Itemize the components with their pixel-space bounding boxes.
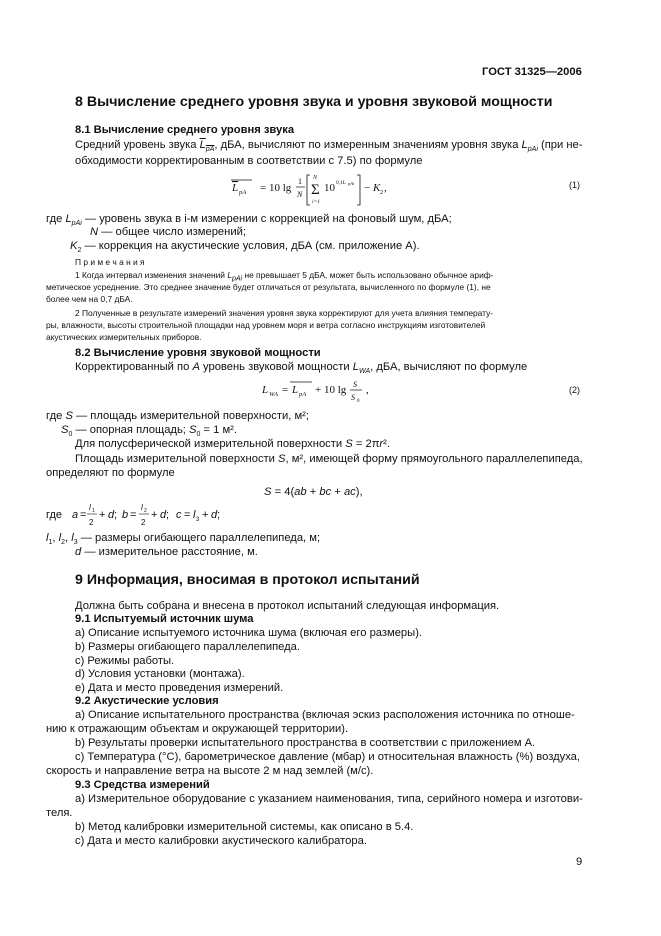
subsection-9-1-title: 9.1 Испытуемый источник шума: [75, 613, 254, 625]
subsection-8-1-title: [75, 124, 294, 136]
item-9-2-c-line1: c) Температура (°С), барометрическое давление (мбар) и относительная влажность (%) воздуха,: [75, 751, 581, 763]
svg-text:2: 2: [380, 189, 384, 196]
where-s: где S — площадь измерительной поверхности, м²;: [46, 410, 309, 422]
text: уровень звуковой мощности: [203, 361, 350, 373]
equation-number-2: (2): [569, 385, 580, 395]
svg-text:=: =: [80, 509, 87, 521]
text: Площадь измерительной поверхности: [75, 453, 275, 465]
text: — уровень звука в i-м измерении с коррекцией на фоновый шум, дБА;: [84, 213, 452, 225]
note-2-line3: акустических измерительных приборов.: [46, 332, 202, 342]
item-9-1-c: c) Режимы работы.: [75, 655, 175, 667]
item-9-3-b: b) Метод калибровки измерительной системы, как описано в 5.4.: [75, 821, 414, 833]
item-9-3-a-line2: теля.: [46, 807, 73, 819]
formula-3: S = 4(ab + bc + ac),: [264, 486, 363, 498]
text: — площадь измерительной поверхности, м²;: [76, 410, 309, 422]
box-area-line1: Площадь измерительной поверхности S, м², имеющей форму прямоугольного параллелепипеда,: [75, 453, 583, 465]
svg-text:3: 3: [196, 517, 200, 523]
svg-text:L: L: [262, 384, 269, 396]
text: , м², имеющей форму прямоугольного параллелепипеда,: [285, 453, 583, 465]
where-lpai: где $L_{pAi}$ — уровень звука в i-м измерении с коррекцией на фоновый шум, дБА;: [46, 213, 452, 228]
svg-text:WA: WA: [269, 391, 278, 398]
text: , дБА, вычисляют по измеренным значениям уровня звука: [214, 139, 519, 151]
svg-text:= 10 lg: = 10 lg: [260, 182, 292, 194]
item-9-1-b: b) Размеры огибающего параллелепипеда.: [75, 641, 301, 653]
svg-text:=: =: [184, 509, 191, 521]
item-9-1-a: a) Описание испытуемого источника шума (включая его размеры).: [75, 627, 423, 639]
note-1-line1: 1 Когда интервал изменения значений $L_{pAi}$ не превышает 5 дБА, может быть использовано обычное ариф-: [75, 270, 494, 283]
document-id: ГОСТ 31325—2006: [482, 66, 582, 78]
notes-title: П р и м е ч а н и я: [75, 257, 145, 267]
text: Средний уровень звука: [75, 139, 197, 151]
svg-text:pA: pA: [299, 391, 307, 398]
item-9-3-a-line1: a) Измерительное оборудование с указанием наименования, типа, серийного номера и изготови-: [75, 793, 583, 805]
where-k2: $K_2$ — коррекция на акустические условия, дБА (см. приложение А).: [70, 240, 420, 255]
subsection-9-2-title: 9.2 Акустические условия: [75, 695, 219, 707]
svg-text:d: d: [108, 509, 115, 521]
svg-text:где: где: [46, 509, 63, 521]
svg-text:2: 2: [89, 518, 94, 527]
text: — опорная площадь;: [75, 424, 186, 436]
svg-text:c: c: [176, 509, 182, 521]
svg-text:;: ;: [114, 509, 118, 521]
subsection-9-3-title: 9.3 Средства измерений: [75, 779, 210, 791]
text: — измерительное расстояние, м.: [84, 546, 258, 558]
item-9-1-e: e) Дата и место проведения измерений.: [75, 682, 284, 694]
box-area-line2: определяют по формуле: [46, 467, 175, 479]
svg-text:l: l: [141, 503, 143, 512]
symbol-lpa-avg: $L_{pA}$: [199, 139, 215, 154]
where-dims: $l_1$, $l_2$, $l_3$ — размеры огибающего параллелепипеда, м;: [46, 532, 321, 547]
symbol-lpai: $L_{pAi}$: [521, 139, 538, 154]
svg-text:Σ: Σ: [311, 182, 320, 198]
svg-text:b: b: [122, 509, 129, 521]
svg-text:;: ;: [217, 509, 221, 521]
text: Для полусферической измерительной поверхности: [75, 438, 343, 450]
svg-text:+: +: [99, 509, 106, 521]
formula-abc: [46, 499, 246, 531]
paragraph-8-1-line2: обходимости корректированным в соответствии с 7.5) по формуле: [75, 155, 423, 167]
svg-text:K: K: [373, 182, 381, 194]
item-9-2-a-line1: а) Описание испытательного пространства (включая эскиз расположения источника по отноше-: [75, 709, 575, 721]
text: Корректированный по: [75, 361, 190, 373]
svg-text:2: 2: [141, 518, 146, 527]
text: — размеры огибающего параллелепипеда, м;: [80, 532, 321, 544]
svg-text:;: ;: [166, 509, 170, 521]
where-s0: $S_0$ — опорная площадь; $S_0 = 1$ м².: [61, 424, 237, 439]
text: = 1 м².: [203, 424, 237, 436]
text: 1 Когда интервал изменения значений: [75, 270, 225, 280]
svg-text:S: S: [353, 380, 357, 389]
equation-number-1: (1): [569, 180, 580, 190]
svg-text:d: d: [160, 509, 167, 521]
subsection-8-1-title-text: 8.1 Вычисление среднего уровня звука: [75, 124, 295, 136]
hemisphere-area: Для полусферической измерительной поверхности S = 2πr².: [75, 438, 390, 450]
item-9-2-a-line2: нию к отражающим объектам и окружающей территории).: [46, 723, 349, 735]
svg-text:0,1L: 0,1L: [336, 180, 347, 186]
svg-text:,: ,: [366, 384, 369, 396]
where-n: N — общее число измерений;: [90, 226, 246, 238]
svg-text:N: N: [297, 190, 303, 199]
svg-text:1: 1: [298, 177, 302, 186]
note-2-line2: ры, влажности, высоты строительной площадки над уровнем моря и ветра согласно инструкциям изготовителей: [46, 320, 486, 330]
item-9-2-c-line2: скорость и направление ветра на высоте 2 м над землей (м/с).: [46, 765, 374, 777]
svg-text:d: d: [211, 509, 218, 521]
note-1-line2: метическое усреднение. Это среднее значение будет отличаться от результата, вычисленного по формуле (1), не: [46, 282, 491, 292]
svg-text:,: ,: [384, 182, 387, 194]
page-number: 9: [576, 856, 583, 868]
item-9-3-c: c) Дата и место калибровки акустического калибратора.: [75, 835, 367, 847]
formula-2: [258, 374, 388, 406]
svg-text:i=1: i=1: [312, 199, 320, 205]
svg-text:=: =: [282, 384, 289, 396]
text: (при не-: [541, 139, 583, 151]
svg-text:+ 10 lg: + 10 lg: [315, 384, 347, 396]
svg-text:−: −: [364, 182, 371, 194]
section-8-title: 8 Вычисление среднего уровня звука и уровня звуковой мощности: [75, 94, 553, 110]
item-9-2-b: b) Результаты проверки испытательного пространства в соответствии с приложением А.: [75, 737, 536, 749]
svg-text:0: 0: [357, 399, 360, 404]
svg-text:S: S: [351, 393, 355, 402]
svg-text:L: L: [292, 384, 299, 396]
svg-text:l: l: [193, 509, 196, 521]
note-1-line3: более чем на 0,7 дБА.: [46, 294, 133, 304]
svg-text:pAi: pAi: [348, 181, 355, 186]
note-2-line1: 2 Полученные в результате измерений значения уровня звука корректируют для учета влияния температу-: [75, 308, 494, 318]
formula-1: [228, 170, 408, 210]
paragraph-8-2-line1: Корректированный по A уровень звуковой мощности $L_{WA}$, дБА, вычисляют по формуле: [75, 361, 528, 376]
item-9-1-d: d) Условия установки (монтажа).: [75, 668, 245, 680]
svg-text:N: N: [313, 175, 318, 181]
text: , дБА, вычисляют по формуле: [370, 361, 528, 373]
svg-text:2: 2: [144, 508, 147, 514]
subsection-8-2-title: 8.2 Вычисление уровня звуковой мощности: [75, 347, 321, 359]
svg-text:=: =: [130, 509, 137, 521]
svg-text:1: 1: [92, 508, 95, 514]
svg-text:L: L: [232, 182, 239, 194]
svg-text:pA: pA: [239, 189, 247, 196]
svg-text:l: l: [89, 503, 91, 512]
svg-text:10: 10: [324, 182, 335, 194]
text: — общее число измерений;: [101, 226, 246, 238]
svg-text:+: +: [202, 509, 209, 521]
text: — коррекция на акустические условия, дБА (см. приложение А).: [84, 240, 420, 252]
svg-text:a: a: [72, 509, 79, 521]
section-9-intro: Должна быть собрана и внесена в протокол испытаний следующая информация.: [75, 600, 500, 612]
section-9-title: 9 Информация, вносимая в протокол испытаний: [75, 572, 420, 588]
paragraph-8-1-line1: [75, 139, 583, 152]
text: не превышает 5 дБА, может быть использовано обычное ариф-: [244, 270, 494, 280]
svg-text:+: +: [151, 509, 158, 521]
where-d: d — измерительное расстояние, м.: [75, 546, 258, 558]
